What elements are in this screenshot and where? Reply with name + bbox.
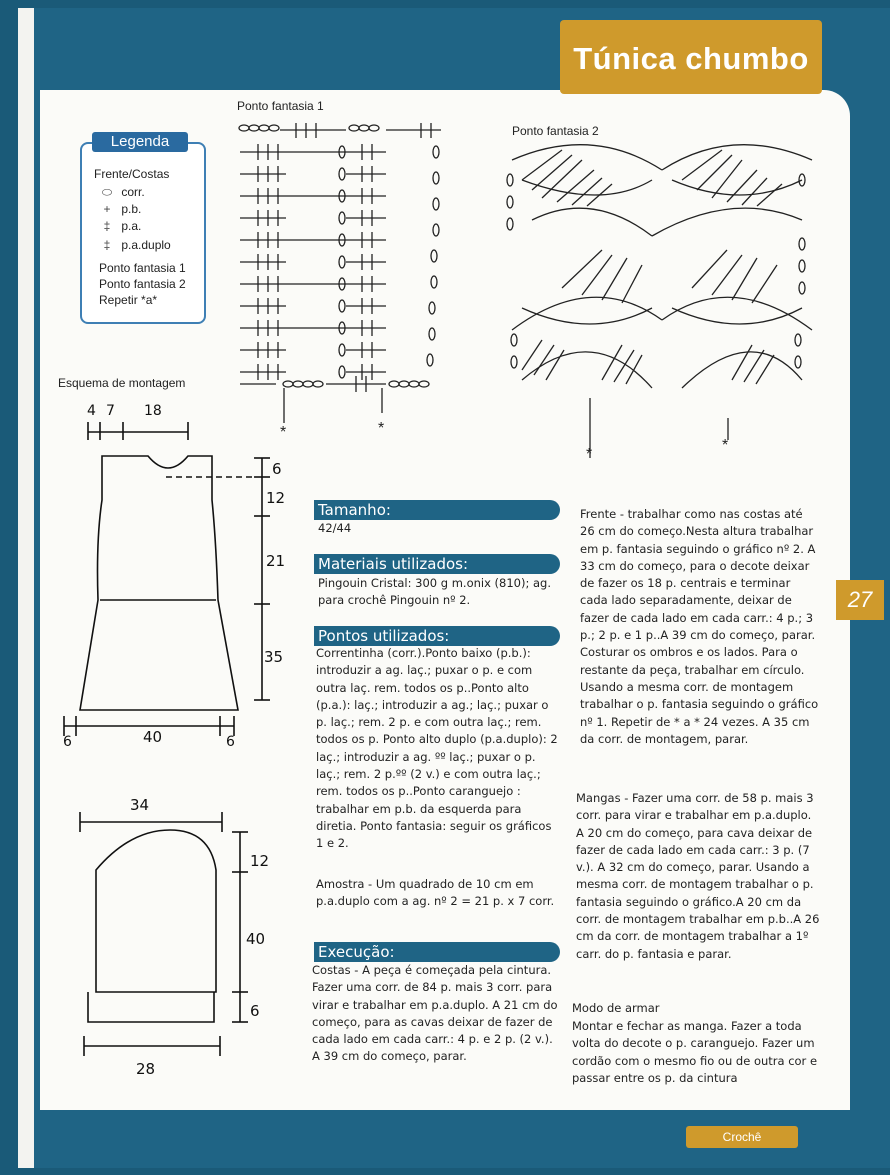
single-crochet-icon: +	[103, 202, 111, 216]
repeat-star-2: *	[378, 420, 385, 437]
ponto-fantasia-2-chart	[502, 140, 822, 470]
repeat-star-4: *	[722, 437, 729, 454]
repeat-star-3: *	[586, 446, 593, 463]
sleeve-dim-34: 34	[130, 796, 150, 814]
dim-bottom-40: 40	[143, 728, 163, 746]
amostra-text: Amostra - Um quadrado de 10 cm em p.a.duplo com a ag. nº 2 = 21 p. x 7 corr.	[316, 877, 555, 909]
legend-line-repetir: Repetir *a*	[99, 293, 158, 307]
sleeve-dim-12: 12	[250, 852, 270, 870]
legend-line-pf1: Ponto fantasia 1	[99, 261, 186, 275]
legend-heading: Frente/Costas	[94, 167, 170, 181]
frente-text: Frente - trabalhar como nas costas até 26 cm do começo.Nesta altura trabalhar em p. fantasia seguindo o gráfico nº 2. A 33 cm do começo, para o decote deixar de fazer os 18 p. centrais e terminar cada lado separadamente, deixar de fazer de cada lado em cada carr.: 4 p.; 3 p.; 2 p. e 1 p..A 39 cm do começo, parar. Costurar os ombros e os lados. Para o restante da peça, trabalhar em círculo. Usando a mesma corr. de montagem trabalhar o p. fantasia seguindo o gráfico nº 1. Repetir de * a * 24 vezes. A 35 cm da corr. de montagem, parar.	[580, 507, 819, 746]
pontos-text: Correntinha (corr.).Ponto baixo (p.b.): introduzir a ag. laç.; puxar o p. e com outra laç. rem. todos os p..Ponto alto (p.a.): laç.; introduzir a ag.; laç.; puxar o p. laç.; rem. 2 p. e com outra laç.; rem. todos os p. Ponto alto duplo (p.a.duplo): 2 laç.; introduzir a ag. ºº laç.; puxar o p. laç.; rem. 2 p.ºº (2 v.) e com outra laç.; rem. todos os p..Ponto caranguejo : trabalhar em p.b. da esquerda para diretia. Ponto fantasia: seguir os gráficos 1 e 2.	[316, 646, 558, 851]
dim-right-21: 21	[266, 552, 286, 570]
modo-header: Modo de armar	[572, 1001, 660, 1015]
repeat-star-1: *	[280, 424, 287, 441]
section-execucao-header: Execução:	[314, 942, 560, 962]
page-title: Túnica chumbo	[560, 20, 822, 94]
section-materiais-header: Materiais utilizados:	[314, 554, 560, 574]
sleeve-dim-6: 6	[250, 1002, 260, 1020]
legend-item-padup: ‡ p.a.duplo	[96, 238, 171, 252]
footer-label: Crochê	[686, 1126, 798, 1148]
sleeve-dim-40: 40	[246, 930, 266, 948]
section-pontos-header: Pontos utilizados:	[314, 626, 560, 646]
mangas-text: Mangas - Fazer uma corr. de 58 p. mais 3 corr. para virar e trabalhar em p.a.duplo. A 20 cm do começo, para cava deixar de fazer de cada lado em cada carr.: 3 p. (7 v.). A 32 cm do começo, parar. Usando a mesma corr. de montagem trabalhar o p. fantasia seguindo o gráfico.A 20 cm da corr. de montagem trabalhar em p.b..A 26 cm da corr. de montagem trabalhar a 1º carr. do p. fantasia e parar.	[576, 791, 820, 961]
dim-bottom-6-left: 6	[63, 734, 72, 750]
tamanho-text: 42/44	[318, 521, 352, 535]
double-crochet-icon: ‡	[103, 219, 111, 233]
ponto-fantasia-2-title: Ponto fantasia 2	[512, 124, 599, 138]
dim-right-35: 35	[264, 648, 284, 666]
dim-right-6: 6	[272, 460, 282, 478]
materiais-text: Pingouin Cristal: 300 g m.onix (810); ag. para crochê Pingouin nº 2.	[318, 576, 552, 608]
legend-item-corr: ⬭ corr.	[96, 185, 145, 200]
sleeve-dim-28: 28	[136, 1060, 156, 1078]
ponto-fantasia-1-chart	[236, 118, 448, 448]
treble-crochet-icon: ‡	[103, 238, 111, 252]
chain-icon: ⬭	[101, 185, 113, 199]
legend-item-pa: ‡ p.a.	[96, 219, 141, 233]
dim-bottom-6-right: 6	[226, 734, 235, 750]
page-gutter	[18, 8, 34, 1168]
dim-top-7: 7	[106, 403, 115, 419]
esquema-title: Esquema de montagem	[58, 376, 186, 390]
ponto-fantasia-1-title: Ponto fantasia 1	[237, 99, 324, 113]
dim-right-12: 12	[266, 489, 286, 507]
body-schematic	[58, 400, 298, 760]
dim-top-4: 4	[87, 403, 96, 419]
legend-line-pf2: Ponto fantasia 2	[99, 277, 186, 291]
modo-text: Montar e fechar as manga. Fazer a toda volta do decote o p. caranguejo. Fazer um cordão com o mesmo fio ou de outra cor e passar entre os p. da cintura	[572, 1019, 818, 1085]
legend-title: Legenda	[92, 132, 188, 152]
legend-item-pb: + p.b.	[96, 202, 141, 216]
dim-top-18: 18	[144, 403, 162, 419]
page-number: 27	[836, 580, 884, 620]
section-tamanho-header: Tamanho:	[314, 500, 560, 520]
execucao-text: Costas - A peça é começada pela cintura. Fazer uma corr. de 84 p. mais 3 corr. para virar e trabalhar em p.a.duplo. A 21 cm do começo, para as cavas deixar de fazer de cada lado em cada carr.: 4 p. e 2 p. (2 v.). A 39 cm do começo, parar.	[312, 963, 558, 1064]
